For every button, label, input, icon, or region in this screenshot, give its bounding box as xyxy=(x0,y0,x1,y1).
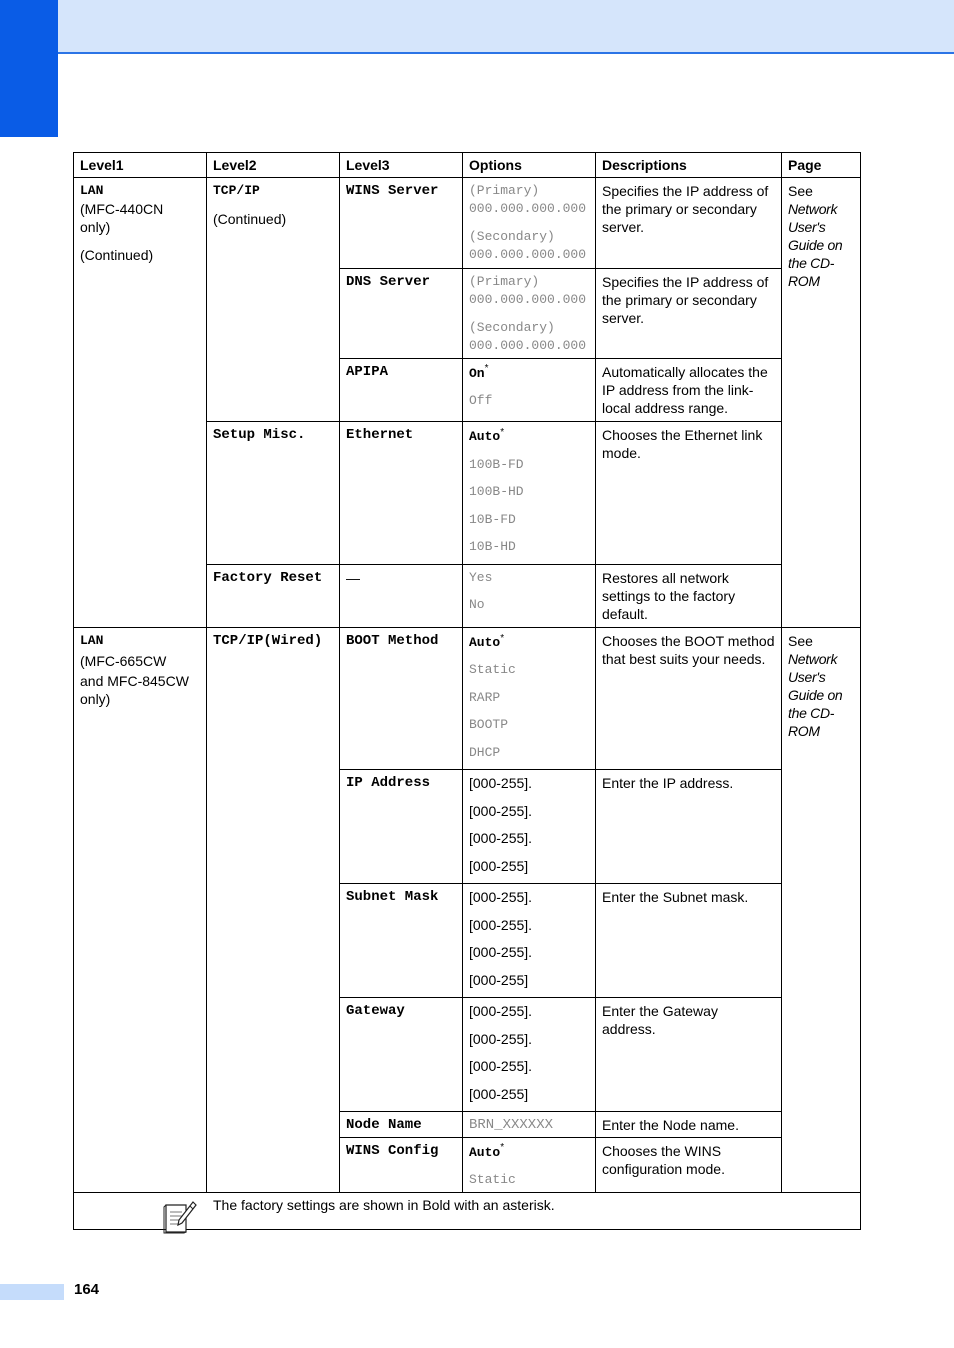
level3-cell: WINS Server xyxy=(340,178,463,269)
description-cell: Enter the Gateway address. xyxy=(596,998,782,1112)
level3-cell: Ethernet xyxy=(340,422,463,565)
description-cell: Chooses the Ethernet link mode. xyxy=(596,422,782,565)
level3-cell: BOOT Method xyxy=(340,627,463,770)
level2-cell: Setup Misc. xyxy=(207,422,340,565)
description-cell: Chooses the WINS configuration mode. xyxy=(596,1138,782,1193)
page-cell: See Network User's Guide on the CD- ROM xyxy=(782,178,861,628)
options-cell: Yes No xyxy=(463,564,596,627)
table-row xyxy=(74,627,861,770)
col-header-level3: Level3 xyxy=(340,153,463,178)
settings-table xyxy=(73,152,861,1230)
col-header-level1: Level1 xyxy=(74,153,207,178)
description-cell: Enter the IP address. xyxy=(596,770,782,884)
options-cell: (Primary) 000.000.000.000 (Secondary) 000.000.000.000 xyxy=(463,178,596,269)
level2-cell: Factory Reset xyxy=(207,564,340,627)
level1-cell: LAN (MFC-440CN only) (Continued) xyxy=(74,178,207,628)
options-cell: [000-255]. [000-255]. [000-255]. [000-255] xyxy=(463,884,596,998)
col-header-options: Options xyxy=(463,153,596,178)
level3-cell: Node Name xyxy=(340,1112,463,1138)
col-header-descriptions: Descriptions xyxy=(596,153,782,178)
options-cell: BRN_XXXXXX xyxy=(463,1112,596,1138)
level3-cell: Gateway xyxy=(340,998,463,1112)
note-text: The factory settings are shown in Bold with an asterisk. xyxy=(213,1197,555,1213)
level2-cell: TCP/IP(Wired) xyxy=(207,627,340,1193)
options-cell: Auto* 100B-FD 100B-HD 10B-FD 10B-HD xyxy=(463,422,596,565)
note-pencil-icon xyxy=(162,1199,198,1239)
table-header-row xyxy=(74,153,861,178)
level3-cell: DNS Server xyxy=(340,269,463,359)
level3-cell: Subnet Mask xyxy=(340,884,463,998)
level1-cell: LAN (MFC-665CW and MFC-845CW only) xyxy=(74,627,207,1193)
description-cell: Specifies the IP address of the primary or secondary server. xyxy=(596,269,782,359)
level3-cell: WINS Config xyxy=(340,1138,463,1193)
header-band xyxy=(58,0,954,54)
description-cell: Specifies the IP address of the primary or secondary server. xyxy=(596,178,782,269)
options-cell: [000-255]. [000-255]. [000-255]. [000-255] xyxy=(463,770,596,884)
page-number-bar xyxy=(0,1284,64,1300)
chapter-tab xyxy=(0,0,58,137)
description-cell: Enter the Node name. xyxy=(596,1112,782,1138)
options-cell: Auto* Static RARP BOOTP DHCP xyxy=(463,627,596,770)
level2-cell: TCP/IP (Continued) xyxy=(207,178,340,422)
description-cell: Restores all network settings to the factory default. xyxy=(596,564,782,627)
description-cell: Automatically allocates the IP address from the link-local address range. xyxy=(596,359,782,422)
options-cell: On* Off xyxy=(463,359,596,422)
col-header-level2: Level2 xyxy=(207,153,340,178)
page-number: 164 xyxy=(74,1281,100,1298)
col-header-page: Page xyxy=(782,153,861,178)
description-cell: Enter the Subnet mask. xyxy=(596,884,782,998)
description-cell: Chooses the BOOT method that best suits your needs. xyxy=(596,627,782,770)
level3-cell: IP Address xyxy=(340,770,463,884)
options-cell: [000-255]. [000-255]. [000-255]. [000-255] xyxy=(463,998,596,1112)
options-cell: (Primary) 000.000.000.000 (Secondary) 000.000.000.000 xyxy=(463,269,596,359)
options-cell: Auto* Static xyxy=(463,1138,596,1193)
page-cell: See Network User's Guide on the CD- ROM xyxy=(782,627,861,1193)
table-row xyxy=(74,178,861,269)
level3-cell: — xyxy=(340,564,463,627)
level3-cell: APIPA xyxy=(340,359,463,422)
note-row xyxy=(74,1193,861,1230)
